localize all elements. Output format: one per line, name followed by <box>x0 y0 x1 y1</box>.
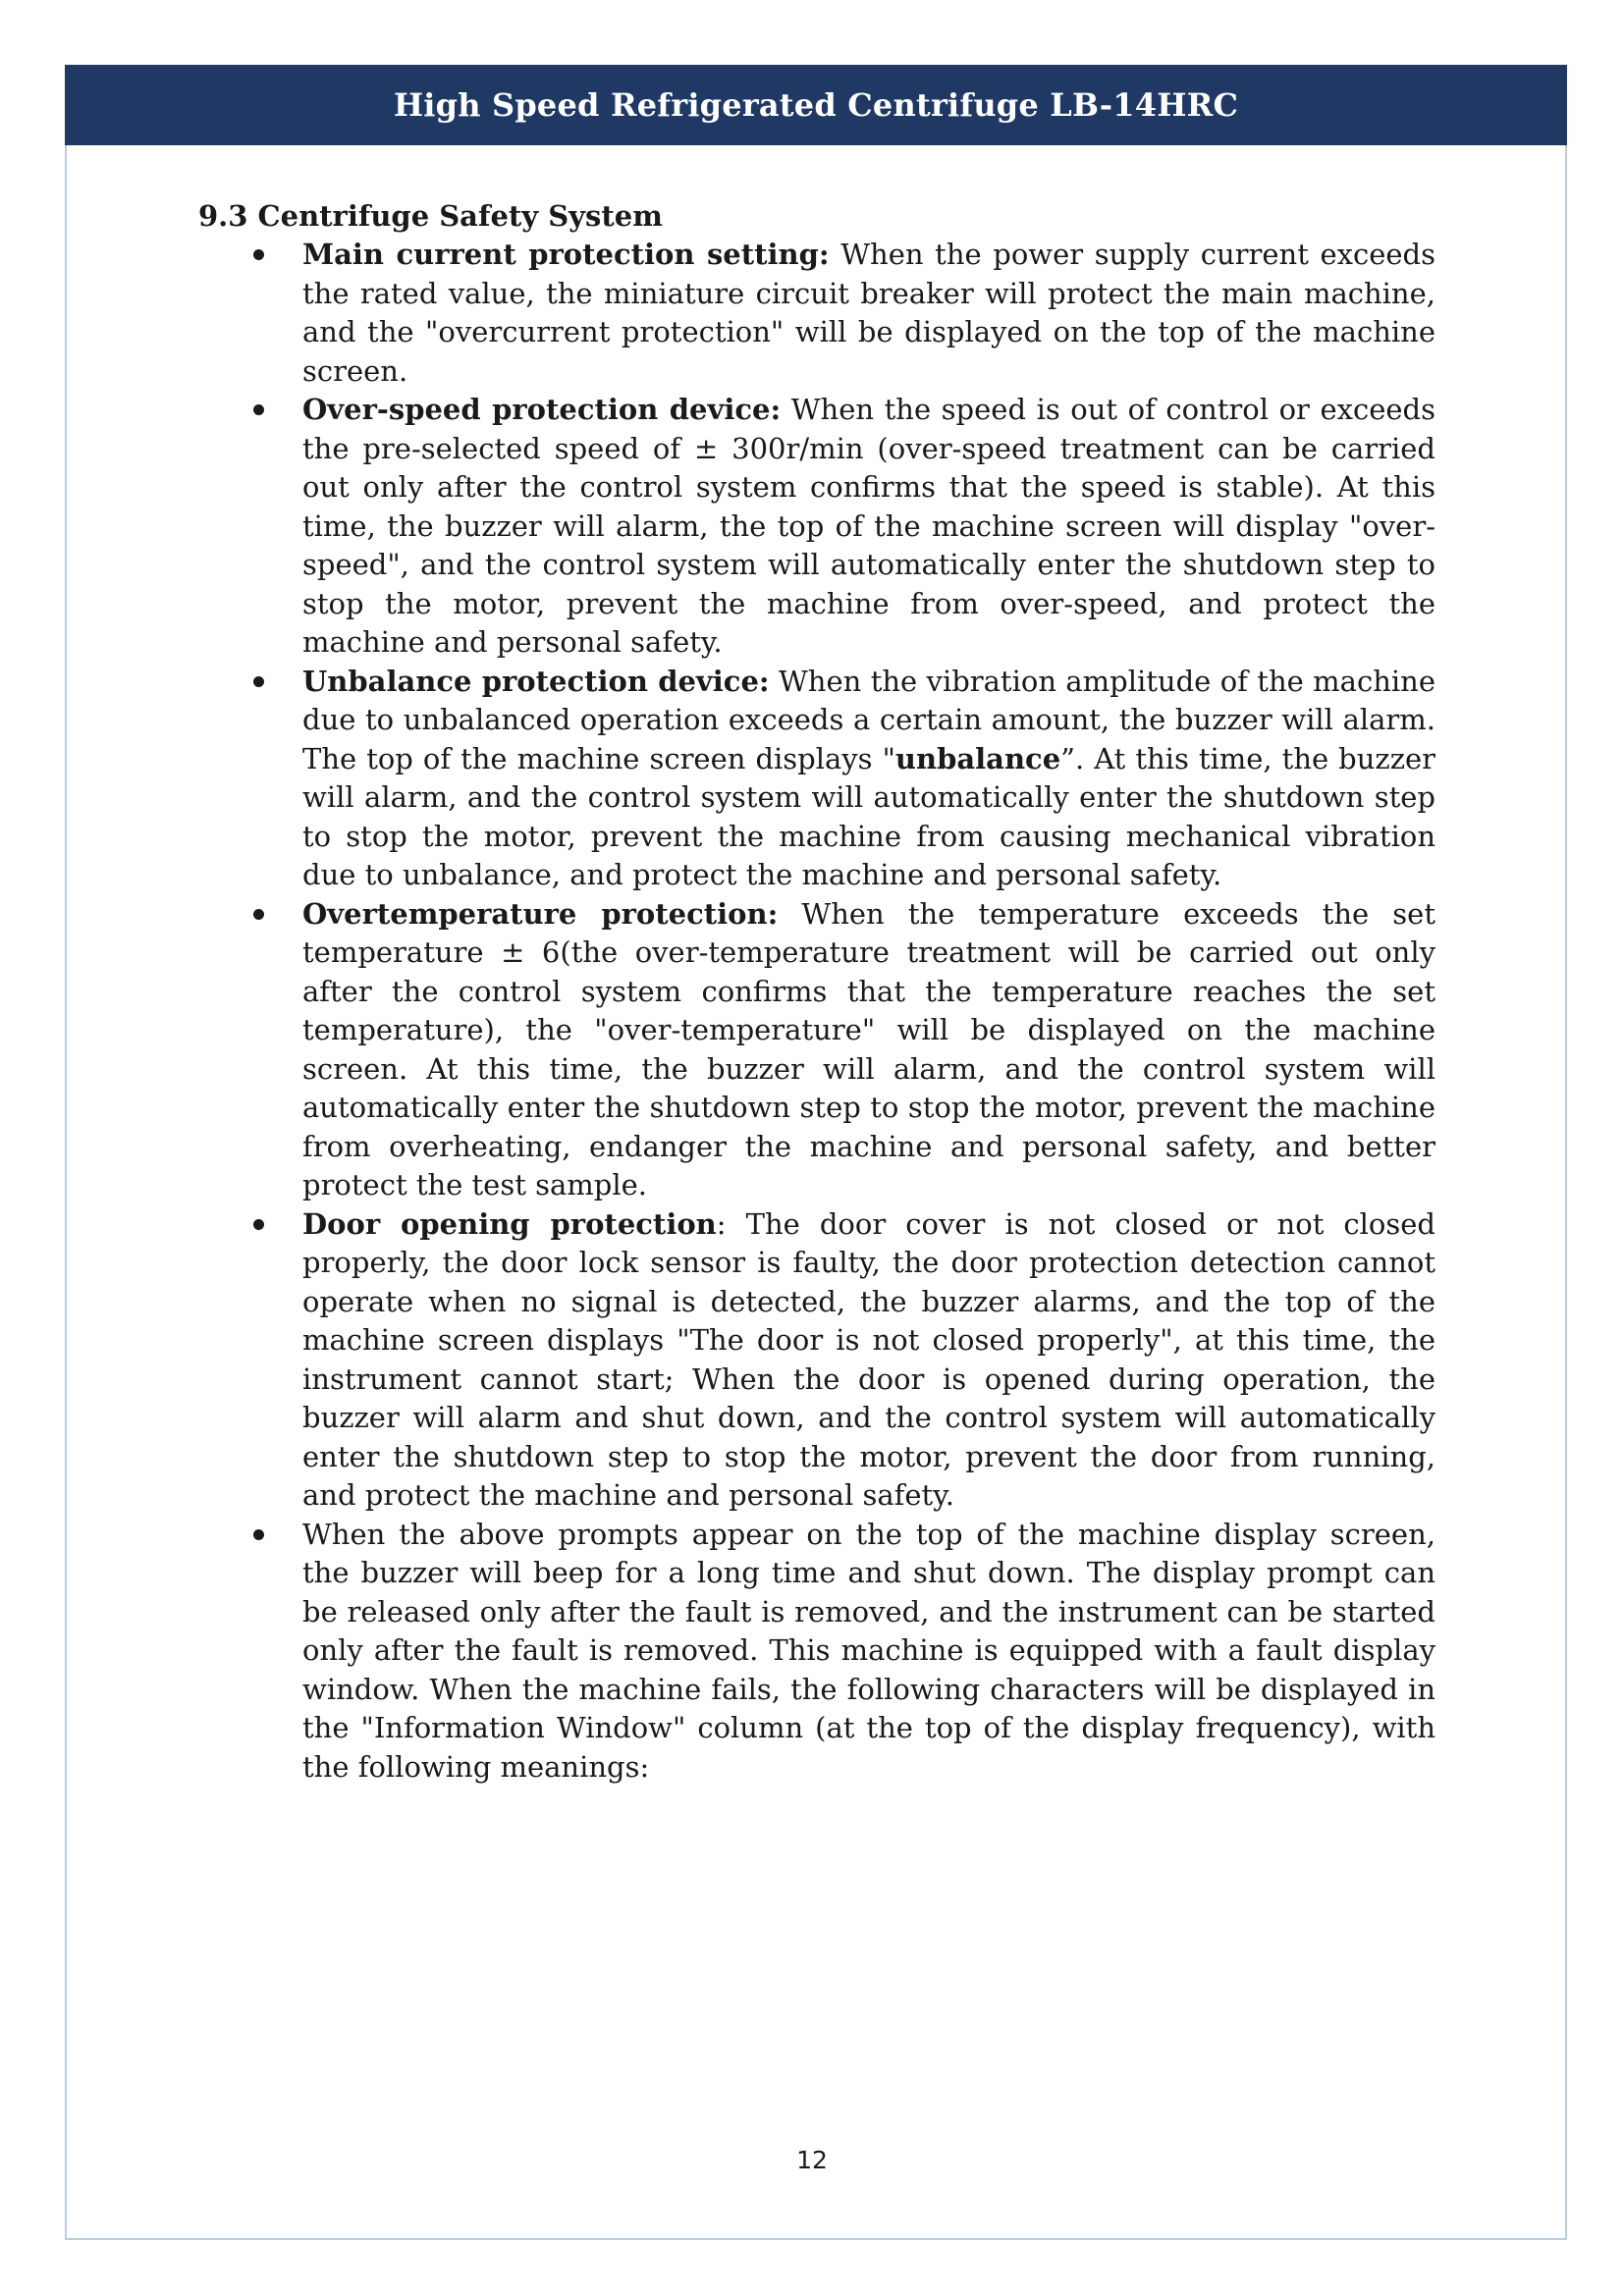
bullet-icon <box>253 676 264 687</box>
section-title: 9.3 Centrifuge Safety System <box>198 199 663 233</box>
list-item-door-opening <box>198 1205 1435 1516</box>
list-item-main-current <box>198 236 1435 391</box>
item-heading: Overtemperature protection: <box>302 896 779 931</box>
list-item-unbalance <box>198 663 1435 895</box>
item-text: ”. At this time, the buzzer will alarm, and the control system will automatically enter the shutdown step to stop the motor, prevent the machine from causing mechanical vibration due to unbalance, and protect the machine and personal safety. <box>302 741 1435 891</box>
item-text: When the speed is out of control or exceeds the pre-selected speed of ± 300r/min (over-speed treatment can be carried out only after the control system confirms that the speed is stable). At this time, the buzzer will alarm, the top of the machine screen will display "over-speed", and the control system will automatically enter the shutdown step to stop the motor, prevent the machine from over-speed, and protect the machine and personal safety. <box>302 393 1435 659</box>
item-text: When the temperature exceeds the set temperature ± 6(the over-temperature treatment will be carried out only after the control system confirms that the temperature reaches the set temperature), the "over-temperature" will be displayed on the machine screen. At this time, the buzzer will alarm, and the control system will automatically enter the shutdown step to stop the motor, prevent the machine from overheating, endanger the machine and personal safety, and better protect the test sample. <box>302 896 1435 1201</box>
list-item-fault-display <box>198 1516 1435 1788</box>
item-text: When the vibration amplitude of the machine due to unbalanced operation exceeds a certain amount, the buzzer will alarm. The top of the machine screen displays " <box>302 664 1435 775</box>
item-heading: Unbalance protection device: <box>302 664 770 698</box>
item-text: When the above prompts appear on the top of the machine display screen, the buzzer will beep for a long time and shut down. The display prompt can be released only after the fault is removed, and the instrument can be started only after the fault is removed. This machine is equipped with a fault display window. When the machine fails, the following characters will be displayed in the "Information Window" column (at the top of the display frequency), with the following meanings: <box>302 1517 1435 1784</box>
item-heading: Over-speed protection device: <box>302 393 782 426</box>
page-content <box>198 196 1435 1787</box>
safety-list <box>198 236 1435 1787</box>
item-text: : The door cover is not closed or not closed properly, the door lock sensor is faulty, the door protection detection cannot operate when no signal is detected, the buzzer alarms, and the top of the machine screen displays "The door is not closed properly", at this time, the instrument cannot start; When the door is opened during operation, the buzzer will alarm and shut down, and the control system will automatically enter the shutdown step to stop the motor, prevent the door from running, and protect the machine and personal safety. <box>302 1206 1435 1512</box>
item-heading: Main current protection setting: <box>302 238 830 271</box>
item-text: When the power supply current exceeds the rated value, the miniature circuit breaker will protect the main machine, and the "overcurrent protection" will be displayed on the top of the machine screen. <box>302 238 1436 388</box>
bullet-icon <box>253 909 264 920</box>
item-bold-word: unbalance <box>894 741 1061 775</box>
document-header <box>65 65 1567 145</box>
bullet-icon <box>253 1219 264 1230</box>
list-item-overtemperature <box>198 895 1435 1205</box>
list-item-over-speed <box>198 391 1435 663</box>
bullet-icon <box>253 404 264 415</box>
header-title: High Speed Refrigerated Centrifuge LB-14HRC <box>393 86 1239 124</box>
bullet-icon <box>253 249 264 260</box>
page-number: 12 <box>796 2146 828 2174</box>
item-heading: Door opening protection <box>302 1206 717 1241</box>
bullet-icon <box>253 1529 264 1540</box>
